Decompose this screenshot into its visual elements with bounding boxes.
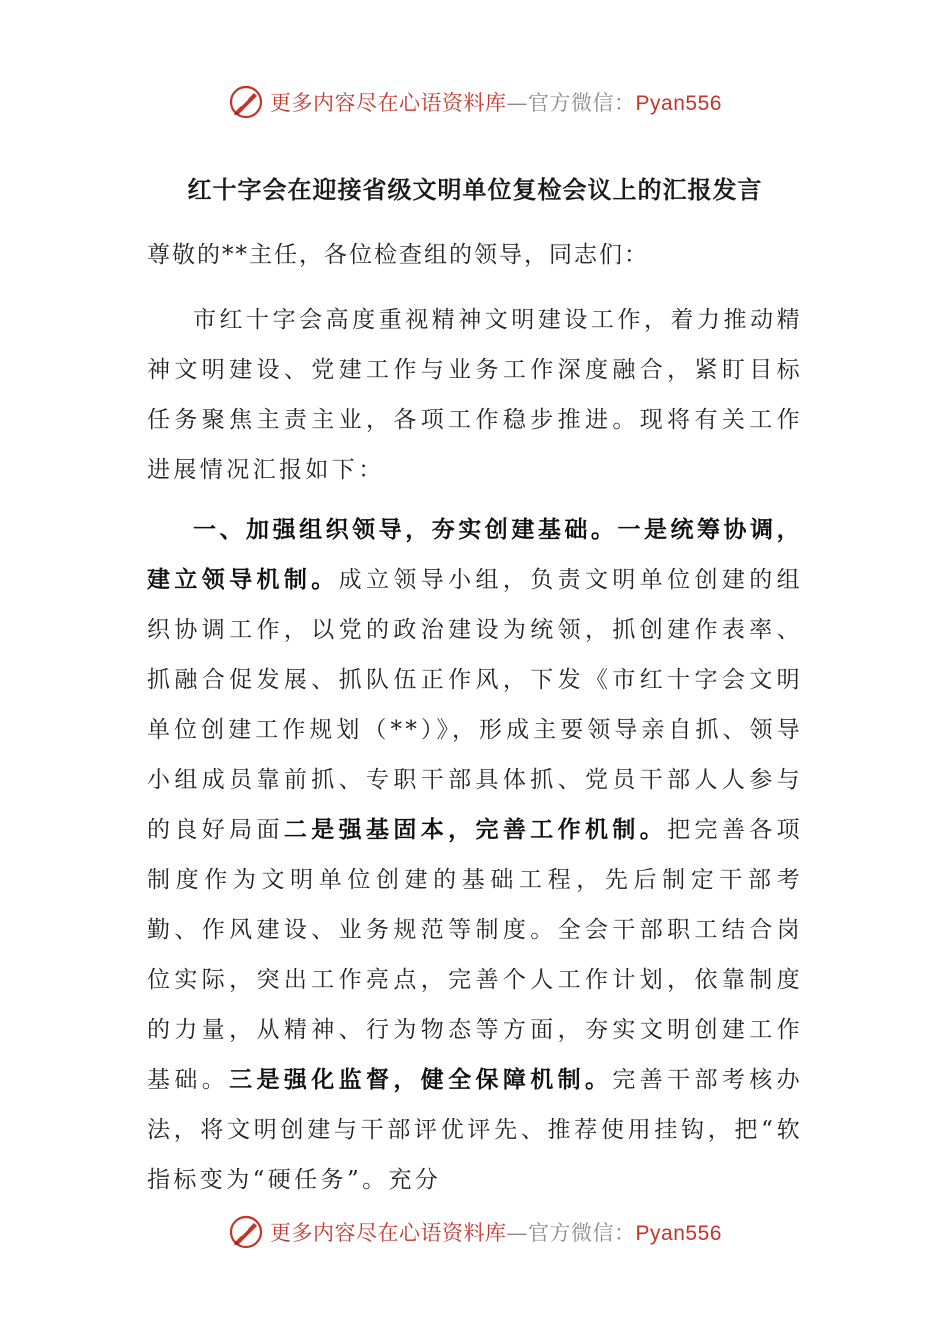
section-1-paragraph	[147, 505, 803, 1205]
banner-wechat-id: Pyan556	[635, 1222, 722, 1245]
banner-text	[270, 1217, 722, 1247]
point-2-heading: 二是强基固本，完善工作机制。	[283, 817, 668, 843]
banner-wechat-id: Pyan556	[635, 92, 722, 115]
header-banner	[0, 80, 950, 124]
banner-text	[270, 87, 722, 117]
banner-main-text: 更多内容尽在心语资料库	[270, 91, 507, 115]
point-2-text: 把完善各项制度作为文明单位创建的基础工程，先后制定干部考勤、作风建设、业务规范等制度。全会干部职工结合岗位实际，突出工作亮点，完善个人工作计划，依靠制度的力量，从精神、行为物态等方面，夯实文明创建工作基础。	[147, 817, 804, 1093]
document-title: 红十字会在迎接省级文明单位复检会议上的汇报发言	[187, 176, 763, 204]
section-1-heading: 一、加强组织领导，夯实创建基础。	[193, 517, 618, 543]
point-1-heading: 一是统筹协调，建立领导机制。	[147, 517, 803, 593]
banner-rest-text: —官方微信：	[506, 91, 636, 115]
salutation: 尊敬的**主任，各位检查组的领导，同志们：	[147, 242, 649, 268]
point-1-text: 成立领导小组，负责文明单位创建的组织协调工作，以党的政治建设为统领，抓创建作表率、抓融合促发展、抓队伍正作风，下发《市红十字会文明单位创建工作规划（**）》，形成主要领导亲自抓、领导小组成员靠前抓、专职干部具体抓、党员干部人人参与的良好局面	[147, 567, 803, 843]
banner-rest-text: —官方微信：	[506, 1221, 636, 1245]
quill-logo-icon	[228, 84, 264, 120]
footer-banner	[0, 1210, 950, 1254]
banner-main-text: 更多内容尽在心语资料库	[270, 1221, 507, 1245]
quill-logo-icon	[228, 1214, 264, 1250]
intro-paragraph	[147, 295, 803, 495]
point-3-text: 完善干部考核办法，将文明创建与干部评优评先、推荐使用挂钩，把“软指标变为“硬任务”。充分	[147, 1067, 803, 1193]
intro-text: 市红十字会高度重视精神文明建设工作，着力推动精神文明建设、党建工作与业务工作深度融合，紧盯目标任务聚焦主责主业，各项工作稳步推进。现将有关工作进展情况汇报如下：	[147, 307, 803, 483]
point-3-heading: 三是强化监督，健全保障机制。	[229, 1067, 613, 1093]
